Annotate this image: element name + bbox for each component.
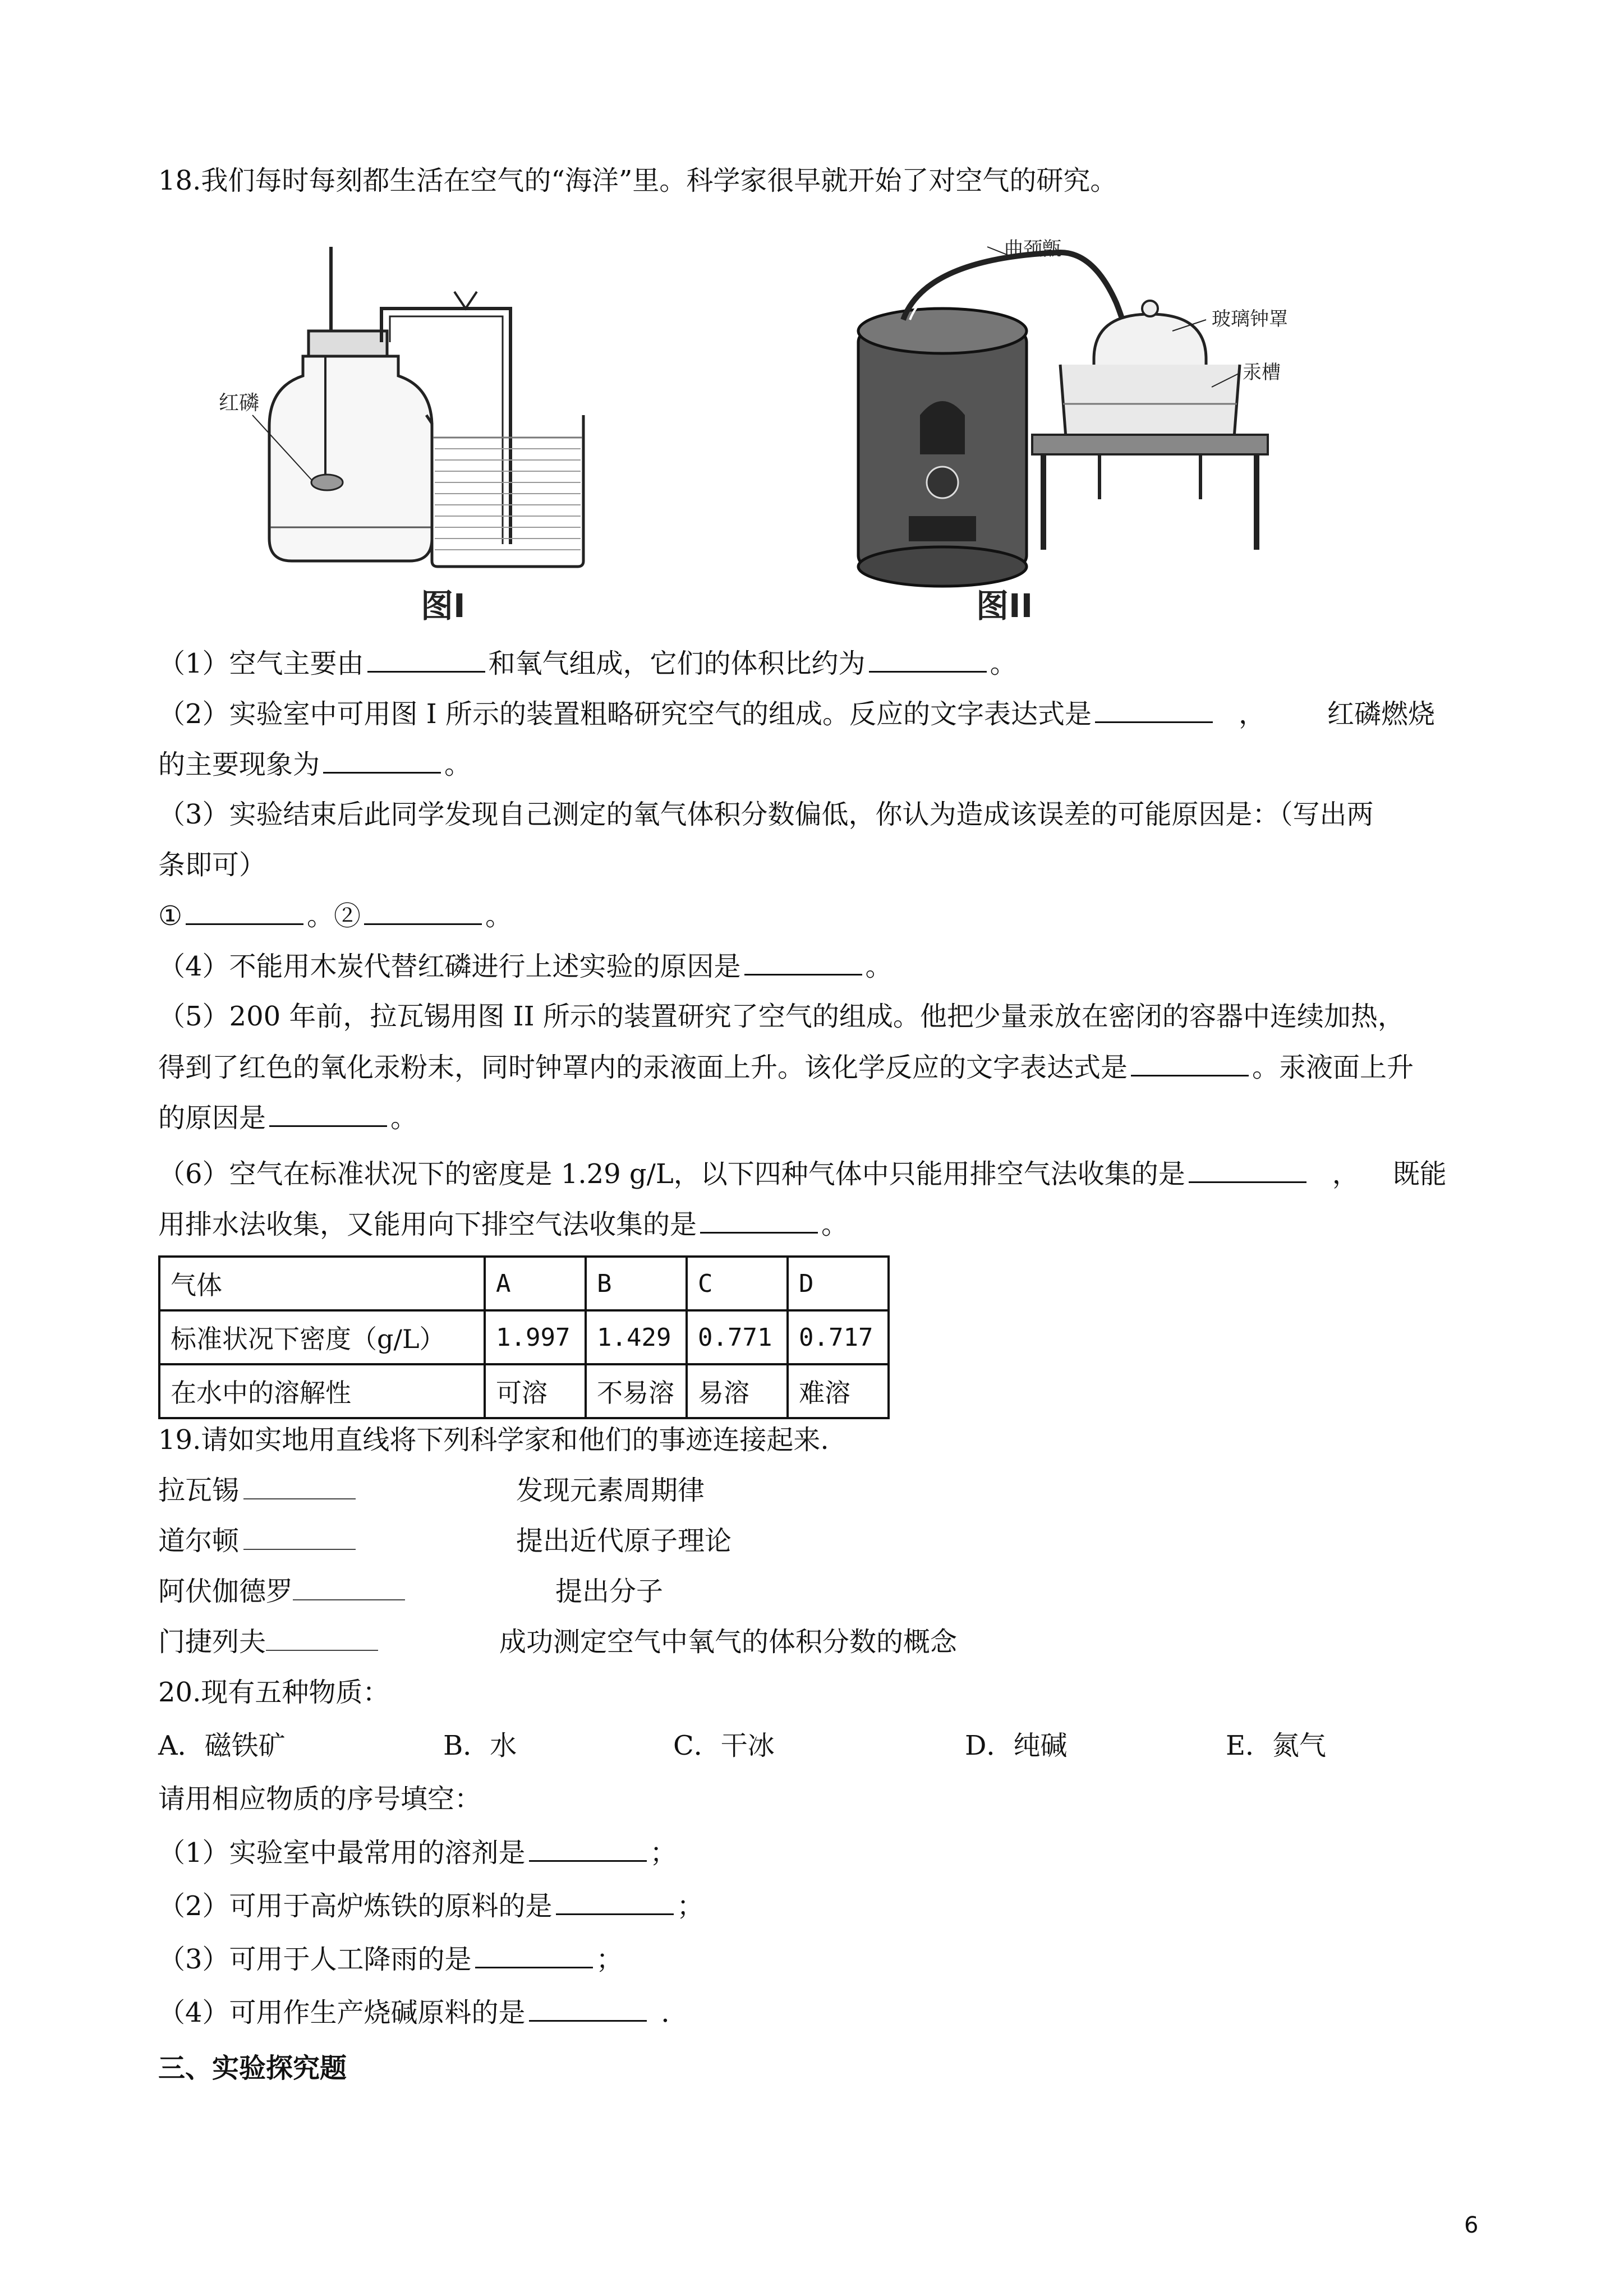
q18-p6-line1: （6）空气在标准状况下的密度是 1.29 g/L，以下四种气体中只能用排空气法收集的是 ， 既能: [158, 1156, 1447, 1192]
q20-item-1: （1）实验室中最常用的溶剂是 ；: [158, 1834, 677, 1871]
q19-scientist-1: 拉瓦锡: [158, 1473, 360, 1508]
q19-title: 19.请如实地用直线将下列科学家和他们的事迹连接起来.: [158, 1424, 829, 1456]
q20-item-4: （4）可用作生产烧碱原料的是 ．: [158, 1994, 688, 2031]
blank[interactable]: [1131, 1049, 1249, 1076]
fig1-label-phosphorus: 红磷: [219, 392, 260, 415]
fig1-caption: 图I: [421, 587, 466, 625]
q20-option-e: E．氮气: [1226, 1730, 1327, 1761]
q20-option-a: A．磁铁矿: [158, 1730, 286, 1761]
blank[interactable]: [266, 1624, 378, 1651]
figure-1: [219, 247, 668, 628]
q20-item-2: （2）可用于高炉炼铁的原料的是 ；: [158, 1888, 704, 1924]
blank[interactable]: [364, 898, 482, 925]
q18-p6-line2: 用排水法收集，又能用向下排空气法收集的是 。: [158, 1206, 848, 1243]
blank[interactable]: [556, 1888, 674, 1915]
figure-2: [847, 236, 1520, 628]
gas-properties-table: [158, 1255, 890, 1419]
q19-scientist-3: 阿伏伽德罗: [158, 1573, 410, 1609]
q19-scientist-2: 道尔顿: [158, 1523, 360, 1559]
blank[interactable]: [700, 1206, 818, 1234]
fig2-label-trough: 汞槽: [1243, 361, 1281, 384]
q19-scientist-4: 门捷列夫: [158, 1624, 383, 1660]
fig2-label-retort: 曲颈甑: [1004, 238, 1061, 260]
q18-title: 18.我们每时每刻都生活在空气的“海洋”里。科学家很早就开始了对空气的研究。: [158, 165, 1117, 196]
blank[interactable]: [1095, 696, 1213, 723]
table-row: 标准状况下密度（g/L） 1.997 1.429 0.771 0.717: [159, 1310, 889, 1364]
q20-instruction: 请用相应物质的序号填空：: [158, 1783, 482, 1815]
q18-p2-line2: 的主要现象为 。: [158, 746, 471, 783]
blank[interactable]: [243, 1523, 356, 1550]
blank[interactable]: [243, 1473, 356, 1499]
q18-p5-line2: 得到了红色的氧化汞粉末，同时钟罩内的汞液面上升。该化学反应的文字表达式是 。汞液面上升: [158, 1049, 1414, 1085]
blank[interactable]: [323, 746, 441, 774]
blank[interactable]: [269, 1099, 387, 1127]
blank[interactable]: [1189, 1156, 1306, 1183]
blank[interactable]: [869, 645, 987, 673]
blank[interactable]: [186, 898, 303, 925]
blank[interactable]: [744, 948, 862, 976]
table-row: 气体 A B C D: [159, 1257, 889, 1310]
blank[interactable]: [367, 645, 485, 673]
q18-p3-line3: ① 。② 。: [158, 898, 512, 934]
blank[interactable]: [529, 1994, 647, 2022]
q18-p5-line1: （5）200 年前，拉瓦锡用图 II 所示的装置研究了空气的组成。他把少量汞放在密闭的容器中连续加热，: [158, 1001, 1405, 1032]
table-row: 在水中的溶解性 可溶 不易溶 易溶 难溶: [159, 1364, 889, 1418]
section-heading: 三、实验探究题: [158, 2053, 347, 2084]
q18-p3-line2: 条即可）: [158, 849, 266, 881]
fig2-label-belljar: 玻璃钟罩: [1212, 308, 1288, 330]
blank[interactable]: [529, 1834, 647, 1862]
q18-p4: （4）不能用木炭代替红磷进行上述实验的原因是 。: [158, 948, 892, 984]
blank[interactable]: [475, 1941, 593, 1968]
q18-p5-line3: 的原因是 。: [158, 1099, 417, 1136]
q20-option-d: D．纯碱: [965, 1730, 1068, 1761]
q18-p1: （1）空气主要由 和氧气组成，它们的体积比约为 。: [158, 645, 1017, 682]
q19-deed-1: 发现元素周期律: [516, 1475, 705, 1506]
q20-option-c: C．干冰: [673, 1730, 775, 1761]
q19-deed-4: 成功测定空气中氧气的体积分数的概念: [499, 1626, 958, 1658]
q18-p2-line1: （2）实验室中可用图 I 所示的装置粗略研究空气的组成。反应的文字表达式是 ， 红磷燃烧: [158, 696, 1435, 732]
q19-deed-3: 提出分子: [555, 1576, 664, 1607]
page-number: 6: [1464, 2212, 1479, 2238]
q19-deed-2: 提出近代原子理论: [516, 1525, 732, 1557]
q20-title: 20.现有五种物质：: [158, 1677, 390, 1708]
fig2-caption: 图II: [976, 587, 1033, 625]
q20-option-b: B．水: [443, 1730, 517, 1761]
q20-item-3: （3）可用于人工降雨的是 ；: [158, 1941, 623, 1977]
q18-p3-line1: （3）实验结束后此同学发现自己测定的氧气体积分数偏低，你认为造成该误差的可能原因是：（写出两: [158, 799, 1374, 830]
blank[interactable]: [293, 1573, 405, 1600]
